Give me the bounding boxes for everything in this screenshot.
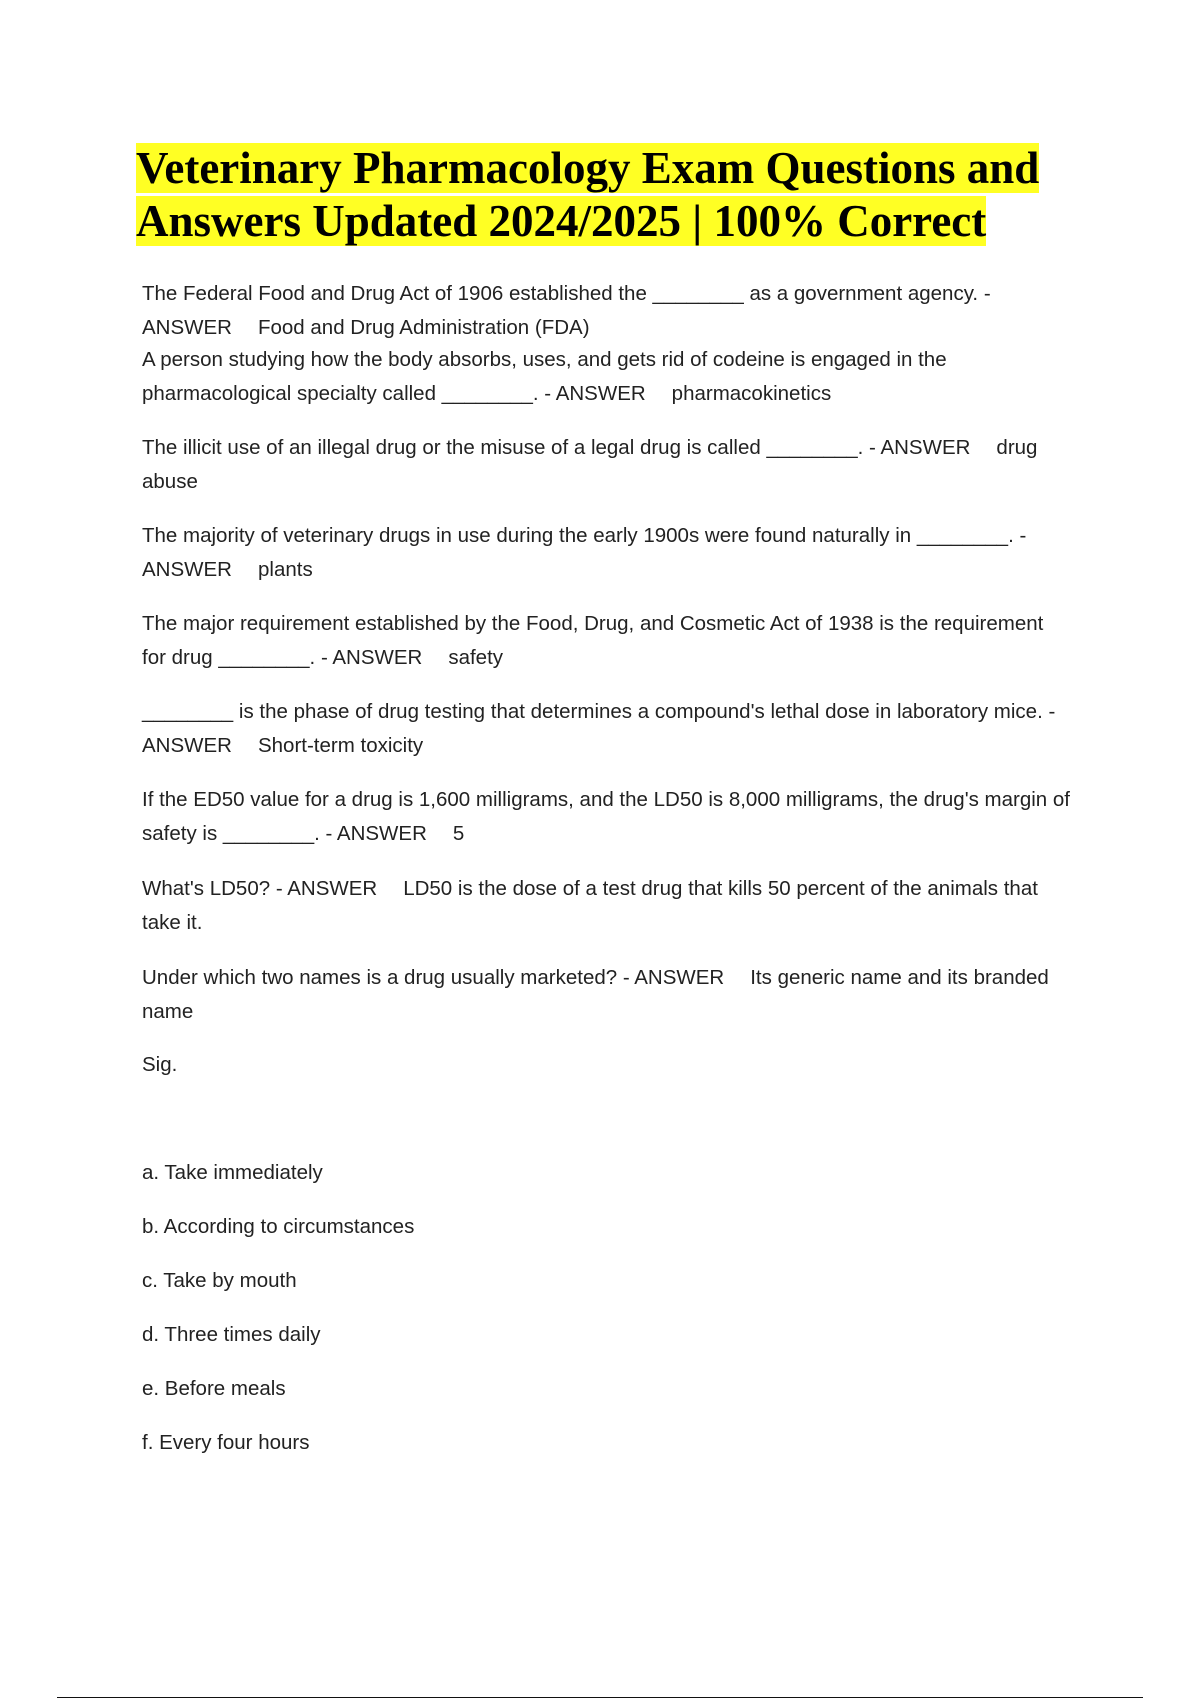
qa-item <box>142 695 1072 763</box>
qa-item <box>142 519 1072 587</box>
option-item: a. Take immediately <box>142 1161 323 1184</box>
answer-text: Its generic name and its branded name <box>142 966 1049 1023</box>
option-item: f. Every four hours <box>142 1431 310 1454</box>
qa-item <box>142 961 1072 1029</box>
qa-item <box>142 277 1042 345</box>
answer-label: - ANSWER <box>142 700 1056 757</box>
question-text: If the ED50 value for a drug is 1,600 milligrams, and the LD50 is 8,000 milligrams, the drug's margin of safety is ________. <box>142 788 1071 845</box>
option-item: e. Before meals <box>142 1377 286 1400</box>
question-text: The majority of veterinary drugs in use during the early 1900s were found naturally in ________. <box>142 524 1014 547</box>
answer-label: - ANSWER <box>320 646 423 669</box>
answer-text: Short-term toxicity <box>257 734 424 757</box>
qa-item <box>142 431 1072 499</box>
answer-label: - ANSWER <box>142 282 991 339</box>
option-item: c. Take by mouth <box>142 1269 297 1292</box>
option-item: b. According to circumstances <box>142 1215 415 1238</box>
answer-label: - ANSWER <box>275 877 378 900</box>
question-text: Under which two names is a drug usually marketed? <box>142 966 618 989</box>
answer-label: - ANSWER <box>544 382 646 405</box>
question-text: The Federal Food and Drug Act of 1906 established the ________ as a government agency. <box>142 282 979 305</box>
answer-text: LD50 is the dose of a test drug that kills 50 percent of the animals that take it. <box>142 877 1038 934</box>
qa-item <box>142 872 1072 940</box>
answer-text: plants <box>257 558 313 581</box>
question-text: ________ is the phase of drug testing that determines a compound's lethal dose in laboratory mice. <box>142 700 1043 723</box>
question-text: The major requirement established by the Food, Drug, and Cosmetic Act of 1938 is the requirement for drug ________. <box>142 612 1044 669</box>
answer-label: - ANSWER <box>325 822 427 845</box>
answer-label: - ANSWER <box>869 436 971 459</box>
qa-item <box>142 607 1072 675</box>
footer-divider <box>57 1697 1143 1698</box>
qa-item <box>142 783 1072 851</box>
answer-text: Food and Drug Administration (FDA) <box>257 316 590 339</box>
answer-text: safety <box>448 646 504 669</box>
question-text: What's LD50? <box>142 877 271 900</box>
option-item: d. Three times daily <box>142 1323 321 1346</box>
title-highlight: Veterinary Pharmacology Exam Questions and Answers Updated 2024/2025 | 100% Correct <box>136 143 1040 246</box>
answer-label: - ANSWER <box>142 524 1027 581</box>
qa-item <box>142 343 1072 411</box>
question-text: The illicit use of an illegal drug or the misuse of a legal drug is called ________. <box>142 436 864 459</box>
document-title <box>136 142 1116 248</box>
answer-text: 5 <box>452 822 465 845</box>
question-text: A person studying how the body absorbs, uses, and gets rid of codeine is engaged in the pharmacological specialty called ________. <box>142 348 947 405</box>
answer-label: - ANSWER <box>622 966 725 989</box>
answer-text: drug abuse <box>142 436 1038 493</box>
sig-label: Sig. <box>142 1053 178 1076</box>
answer-text: pharmacokinetics <box>671 382 832 405</box>
